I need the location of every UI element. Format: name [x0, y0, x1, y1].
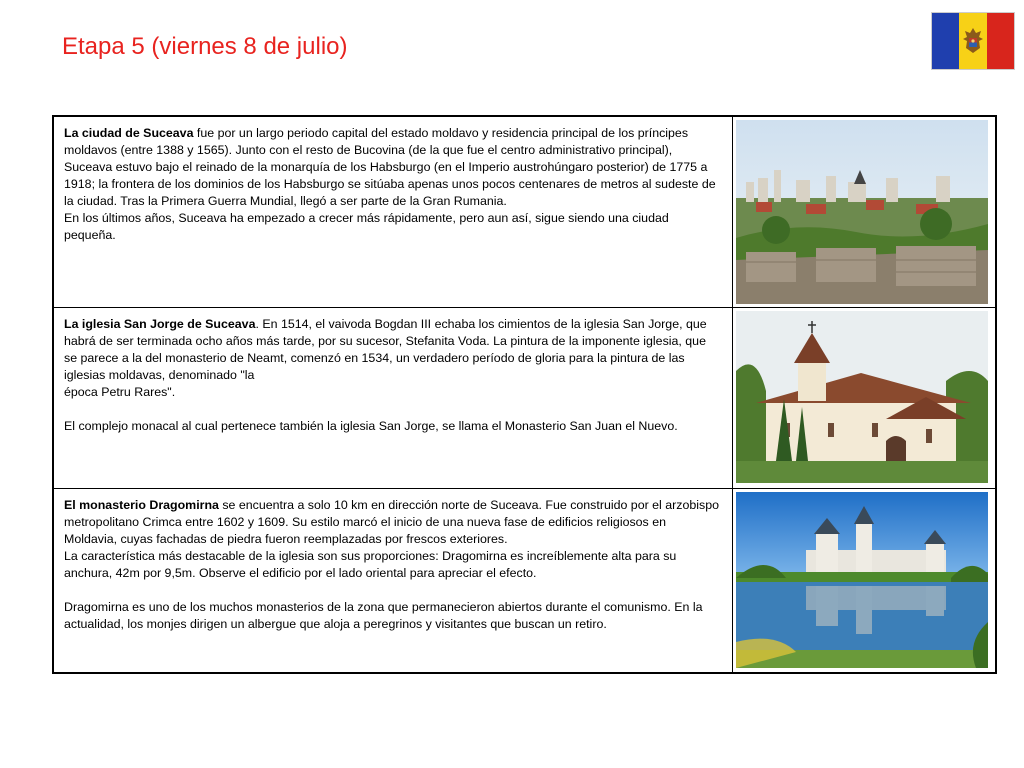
suceava-text-cell — [53, 116, 733, 308]
suceava-image-cell — [733, 116, 997, 308]
san-jorge-church-photo — [736, 311, 988, 483]
dragomirna-text-cell — [53, 489, 733, 673]
row-paragraph: En los últimos años, Suceava ha empezado a crecer más rápidamente, pero aun así, sigue siendo una ciudad pequeña. — [64, 211, 669, 242]
row-paragraph: . En 1514, el vaivoda Bogdan III echaba los cimientos de la iglesia San Jorge, que habrá de ser terminada ocho años más tarde, por su sucesor, Stefanita Voda. La pintura de la imponente iglesia, que se parece a la del monasterio de Neamt, comenzó en 1534, un verdadero período de gloria para la pintura de las iglesias moldavas, denominado "la — [64, 317, 707, 382]
row-paragraph: época Petru Rares". — [64, 385, 176, 399]
row-heading: La ciudad de Suceava — [64, 126, 194, 140]
dragomirna-monastery-photo — [736, 492, 988, 668]
content-table — [52, 115, 997, 674]
moldova-flag-icon — [931, 12, 1015, 70]
row-paragraph: se encuentra a solo 10 km en dirección norte de Suceava. Fue construido por el arzobispo metropolitano Crimca entre 1602 y 1609. Su estilo marcó el inicio de una nueva fase de edificios religiosos en Moldavia, cuyas fachadas de piedra fueron reemplazadas por frescos exteriores. — [64, 498, 719, 546]
row-paragraph: fue por un largo periodo capital del estado moldavo y residencia principal de los príncipes moldavos (entre 1388 y 1565). Junto con el resto de Bucovina (de la que fue el centro administrativo principal), Suceava estuvo bajo el reinado de la monarquía de los Habsburgo (en el Imperio austrohúngaro posterior) de 1775 a 1918; la frontera de los dominios de los Habsburgo se sitúaba apenas unos pocos centenares de metros al sudeste de la ciudad. Tras la Primera Guerra Mundial, llegó a ser parte de la Gran Rumania. — [64, 126, 716, 208]
page-title: Etapa 5 (viernes 8 de julio) — [62, 33, 348, 60]
san-jorge-text-cell — [53, 308, 733, 489]
suceava-city-photo — [736, 120, 988, 304]
coat-of-arms-icon — [962, 26, 984, 56]
row-paragraph: El complejo monacal al cual pertenece también la iglesia San Jorge, se llama el Monasterio San Juan el Nuevo. — [64, 419, 678, 433]
san-jorge-image-cell — [733, 308, 997, 489]
row-paragraph: La característica más destacable de la iglesia son sus proporciones: Dragomirna es increíblemente alta para su anchura, 42m por 9,5m. Observe el edificio por el lado oriental para apreciar el efecto. — [64, 549, 677, 580]
table-row — [53, 308, 996, 489]
table-row — [53, 116, 996, 308]
table-row — [53, 489, 996, 673]
dragomirna-image-cell — [733, 489, 997, 673]
row-heading: La iglesia San Jorge de Suceava — [64, 317, 256, 331]
row-heading: El monasterio Dragomirna — [64, 498, 219, 512]
row-paragraph: Dragomirna es uno de los muchos monasterios de la zona que permanecieron abiertos durante el comunismo. En la actualidad, los monjes dirigen un albergue que aloja a peregrinos y visitantes que buscan un retiro. — [64, 600, 703, 631]
